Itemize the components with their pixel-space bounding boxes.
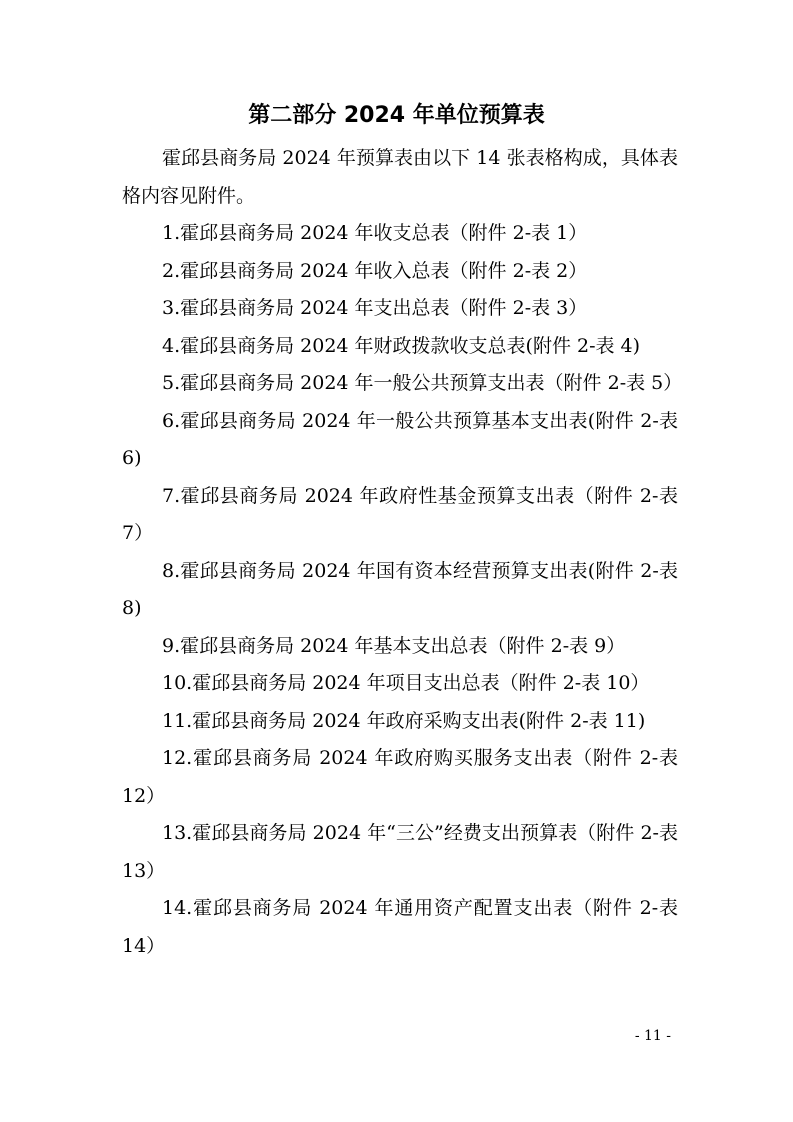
document-body [122,140,683,965]
list-item: 2.霍邱县商务局 2024 年收入总表（附件 2-表 2） [162,259,588,282]
list-item: 13.霍邱县商务局 2024 年“三公”经费支出预算表（附件 2-表 13） [122,822,678,882]
list-item: 3.霍邱县商务局 2024 年支出总表（附件 2-表 3） [162,297,588,319]
list-item: 14.霍邱县商务局 2024 年通用资产配置支出表（附件 2-表 14） [122,897,678,957]
list-item: 12.霍邱县商务局 2024 年政府购买服务支出表（附件 2-表 12） [122,747,678,807]
page-number: - 11 - [634,1028,671,1044]
list-item: 7.霍邱县商务局 2024 年政府性基金预算支出表（附件 2-表 7） [122,484,678,544]
list-item: 5.霍邱县商务局 2024 年一般公共预算支出表（附件 2-表 5） [162,372,683,394]
intro-paragraph: 霍邱县商务局 2024 年预算表由以下 14 张表格构成，具体表格内容见附件。 [122,147,678,207]
list-item: 11.霍邱县商务局 2024 年政府采购支出表(附件 2-表 11) [162,709,646,732]
list-item: 4.霍邱县商务局 2024 年财政拨款收支总表(附件 2-表 4) [162,334,641,357]
list-item: 9.霍邱县商务局 2024 年基本支出总表（附件 2-表 9） [162,634,626,657]
list-item: 6.霍邱县商务局 2024 年一般公共预算基本支出表(附件 2-表 6) [122,409,678,469]
list-item: 10.霍邱县商务局 2024 年项目支出总表（附件 2-表 10） [162,672,650,694]
list-item: 8.霍邱县商务局 2024 年国有资本经营预算支出表(附件 2-表 8) [122,559,678,619]
list-item: 1.霍邱县商务局 2024 年收支总表（附件 2-表 1） [162,222,588,244]
section-title: 第二部分 2024 年单位预算表 [248,103,545,128]
